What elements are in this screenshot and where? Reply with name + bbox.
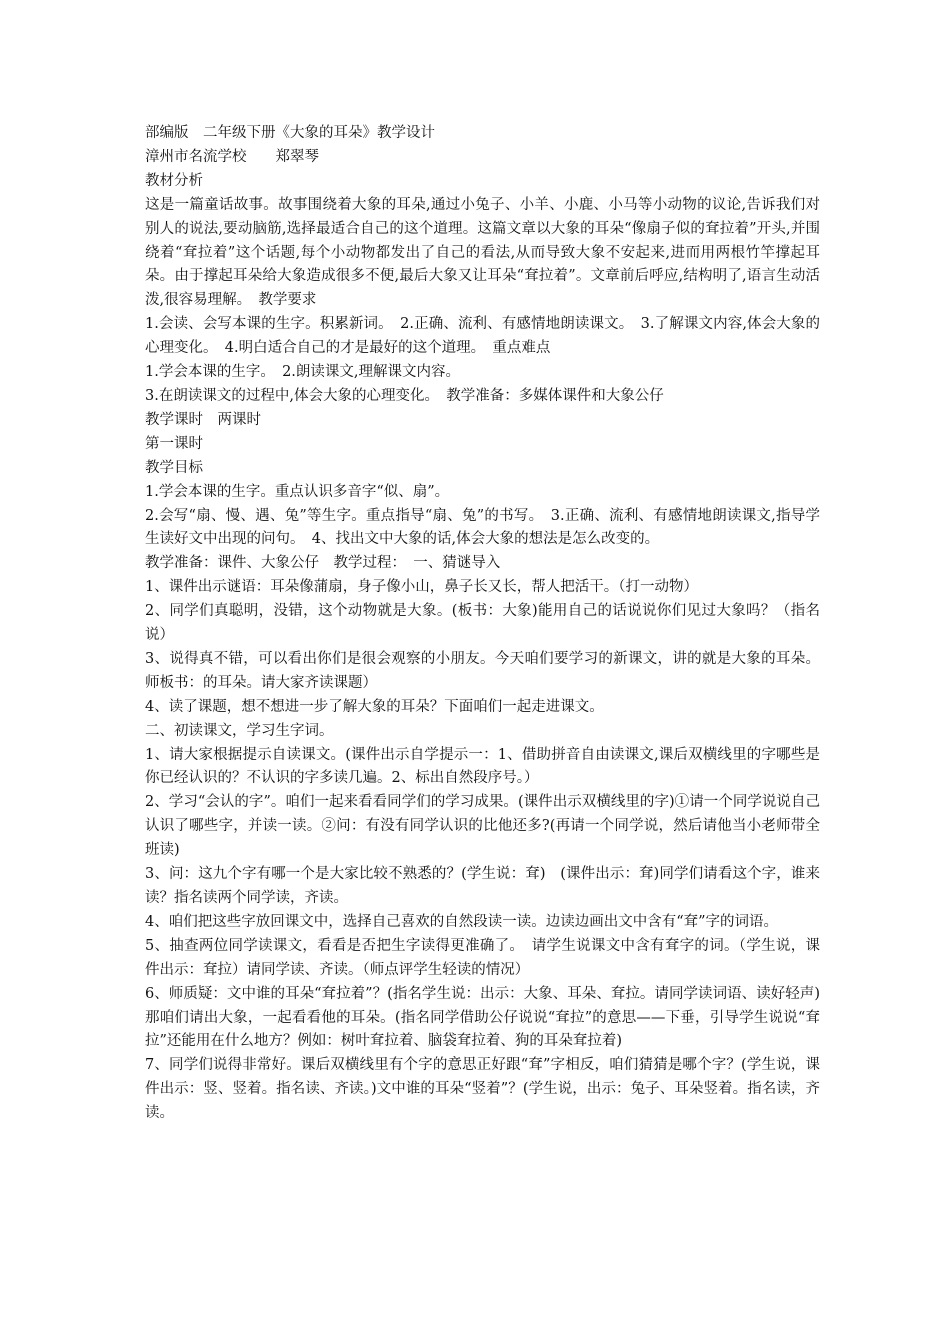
paragraph: 1.学会本课的生字。 2.朗读课文,理解课文内容。 xyxy=(145,364,461,381)
paragraph: 1、课件出示谜语：耳朵像蒲扇，身子像小山，鼻子长又长，帮人把活干。（打一动物） xyxy=(145,579,698,596)
paragraph: 1、请大家根据提示自读课文。(课件出示自学提示一：1、借助拼音自由读课文,课后双横线里的字哪些是你已经认识的？不认识的字多读几遍。2、标出自然段序号。） xyxy=(145,746,820,787)
paragraph: 教学课时 两课时 xyxy=(145,411,261,428)
section-heading: 二、初读课文，学习生字词。 xyxy=(145,722,334,739)
paragraph: 1.学会本课的生字。重点认识多音字“似、扇”。 xyxy=(145,483,450,500)
paragraph: 6、师质疑：文中谁的耳朵“耷拉着”？(指名学生说：出示：大象、耳朵、耷拉。请同学读词语、读好轻声)那咱们请出大象，一起看看他的耳朵。(指名同学借助公仔说说“耷拉”的意思——下垂，引导学生说说“耷拉”还能用在什么地方？例如：树叶耷拉着、脑袋耷拉着、狗的耳朵耷拉着) xyxy=(145,985,820,1050)
document-title: 部编版 二年级下册《大象的耳朵》教学设计 xyxy=(145,125,435,141)
paragraph: 这是一篇童话故事。故事围绕着大象的耳朵,通过小兔子、小羊、小鹿、小马等小动物的议论,告诉我们对别人的说法,要动脑筋,选择最适合自己的这个道理。这篇文章以大象的耳朵“像扇子似的耷拉着”开头,并围绕着“耷拉着”这个话题,每个小动物都发出了自己的看法,从而导致大象不安起来,进而用两根竹竿撑起耳朵。由于撑起耳朵给大象造成很多不便,最后大象又让耳朵“耷拉着”。文章前后呼应,结构明了,语言生动活泼,很容易理解。 教学要求 xyxy=(145,196,820,309)
section-heading: 教材分析 xyxy=(145,172,203,189)
paragraph: 2、同学们真聪明，没错，这个动物就是大象。(板书：大象)能用自己的话说说你们见过大象吗？（指名说） xyxy=(145,603,820,644)
paragraph: 教学准备：课件、大象公仔 教学过程： 一、猜谜导入 xyxy=(145,555,501,572)
paragraph: 7、同学们说得非常好。课后双横线里有个字的意思正好跟“耷”字相反，咱们猜猜是哪个字？(学生说，课件出示：竖、竖着。指名读、齐读。)文中谁的耳朵“竖着”？(学生说，出示：兔子、耳朵竖着。指名读，齐读。 xyxy=(145,1057,820,1122)
paragraph: 3、说得真不错，可以看出你们是很会观察的小朋友。今天咱们要学习的新课文，讲的就是大象的耳朵。师板书：的耳朵。请大家齐读课题） xyxy=(145,650,820,691)
section-heading: 教学目标 xyxy=(145,459,203,476)
paragraph: 4、咱们把这些字放回课文中，选择自己喜欢的自然段读一读。边读边画出文中含有“耷”字的词语。 xyxy=(145,913,779,930)
author-line: 漳州市名流学校 郑翠琴 xyxy=(145,148,319,165)
paragraph: 1.会读、会写本课的生字。积累新词。 2.正确、流利、有感情地朗读课文。 3.了解课文内容,体会大象的心理变化。 4.明白适合自己的才是最好的这个道理。 重点难点 xyxy=(145,316,820,357)
paragraph: 5、抽查两位同学读课文，看看是否把生字读得更准确了。 请学生说课文中含有耷字的词。（学生说，课件出示：耷拉）请同学读、齐读。（师点评学生轻读的情况） xyxy=(145,937,820,978)
paragraph: 2、学习“会认的字”。咱们一起来看看同学们的学习成果。(课件出示双横线里的字)①请一个同学说说自己认识了哪些字，并读一读。②问：有没有同学认识的比他还多?(再请一个同学说，然后请他当小老师带全班读) xyxy=(145,794,820,859)
paragraph: 2.会写“扇、慢、遇、兔”等生字。重点指导“扇、兔”的书写。 3.正确、流利、有感情地朗读课文,指导学生读好文中出现的问句。 4、找出文中大象的话,体会大象的想法是怎么改变的。 xyxy=(145,507,820,548)
document-body xyxy=(145,122,820,1126)
paragraph: 4、读了课题，想不想进一步了解大象的耳朵？下面咱们一起走进课文。 xyxy=(145,698,604,715)
paragraph: 3、问：这九个字有哪一个是大家比较不熟悉的？(学生说：耷) (课件出示：耷)同学们请看这个字，谁来读？指名读两个同学读，齐读。 xyxy=(145,866,820,906)
paragraph: 3.在朗读课文的过程中,体会大象的心理变化。 教学准备：多媒体课件和大象公仔 xyxy=(145,387,664,404)
section-heading: 第一课时 xyxy=(145,435,203,452)
